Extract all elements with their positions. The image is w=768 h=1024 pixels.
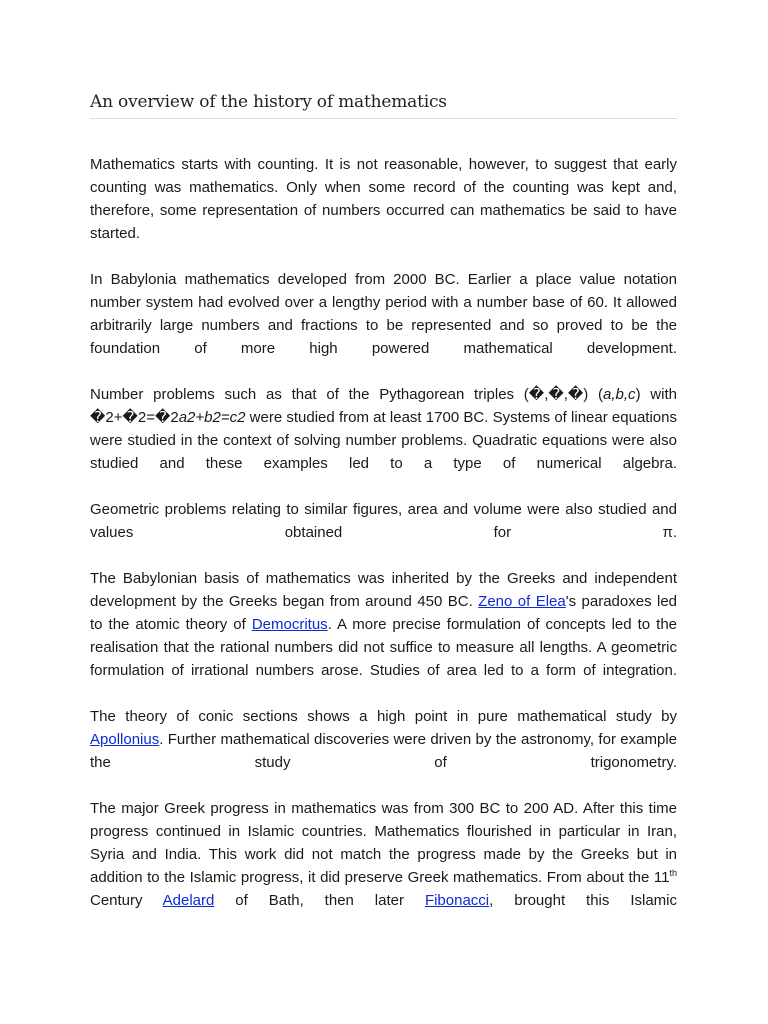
text-segment: . Further mathematical discoveries were driven by the astronomy, for example the study of trigonometry.: [90, 731, 677, 771]
link-adelard[interactable]: Adelard: [162, 892, 215, 909]
math-equation: a2+b2=c2: [178, 409, 246, 426]
text-segment: were studied from at least 1700 BC. Systems of linear equations were studied in the context of solving number problems. Quadratic equations were also studied and these examples led to a type of numerical algebra.: [90, 409, 677, 472]
paragraph-conic-sections: [90, 705, 677, 774]
page-title: An overview of the history of mathematics: [90, 92, 677, 119]
link-zeno-of-elea[interactable]: Zeno of Elea: [478, 593, 566, 610]
paragraph-babylonia: In Babylonia mathematics developed from 2000 BC. Earlier a place value notation number system had evolved over a lengthy period with a number base of 60. It allowed arbitrarily large numbers and fractions to be represented and so proved to be the foundation of more high powered mathematical development.: [90, 271, 677, 357]
superscript-th: th: [669, 868, 677, 878]
paragraph-greeks: [90, 567, 677, 682]
paragraph-counting: Mathematics starts with counting. It is not reasonable, however, to suggest that early counting was mathematics. Only when some record of the counting was kept and, therefore, some representation of numbers occurred can mathematics be said to have started.: [90, 156, 677, 242]
text-segment: The Babylonian basis of mathematics was inherited by the Greeks and independent development by the Greeks began from around 450 BC.: [90, 570, 677, 610]
text-segment: 's paradoxes led to the atomic theory of: [90, 593, 678, 633]
text-segment: of Bath, then later: [214, 892, 425, 909]
text-segment: . A more precise formulation of concepts led to the realisation that the rational numbers did not suffice to measure all lengths. A geometric formulation of irrational numbers arose. Studies of area led to a form of integration.: [90, 616, 678, 679]
math-abc: a,b,c: [603, 386, 636, 403]
text-segment: , brought this Islamic: [489, 892, 677, 909]
text-segment: Century: [90, 892, 163, 909]
text-segment: The major Greek progress in mathematics was from 300 BC to 200 AD. After this time progress continued in Islamic countries. Mathematics flourished in particular in Iran, Syria and India. This work did not match the progress made by the Greeks but in addition to the Islamic progress, it did preserve Greek mathematics. From about the 11: [90, 800, 677, 886]
link-apollonius[interactable]: Apollonius: [90, 731, 160, 748]
text-segment: Number problems such as that of the Pythagorean triples (�,�,�) (: [90, 386, 604, 403]
text-segment: ) with �2+�2=�2: [90, 386, 677, 426]
paragraph-greek-progress: [90, 797, 677, 912]
document-page: [90, 92, 677, 912]
paragraph-pythagorean: [90, 383, 677, 475]
text-segment: The theory of conic sections shows a high point in pure mathematical study by: [90, 708, 677, 725]
paragraph-geometric: Geometric problems relating to similar figures, area and volume were also studied and values obtained for π.: [90, 501, 677, 541]
link-fibonacci[interactable]: Fibonacci: [424, 892, 490, 909]
link-democritus[interactable]: Democritus: [251, 616, 328, 633]
